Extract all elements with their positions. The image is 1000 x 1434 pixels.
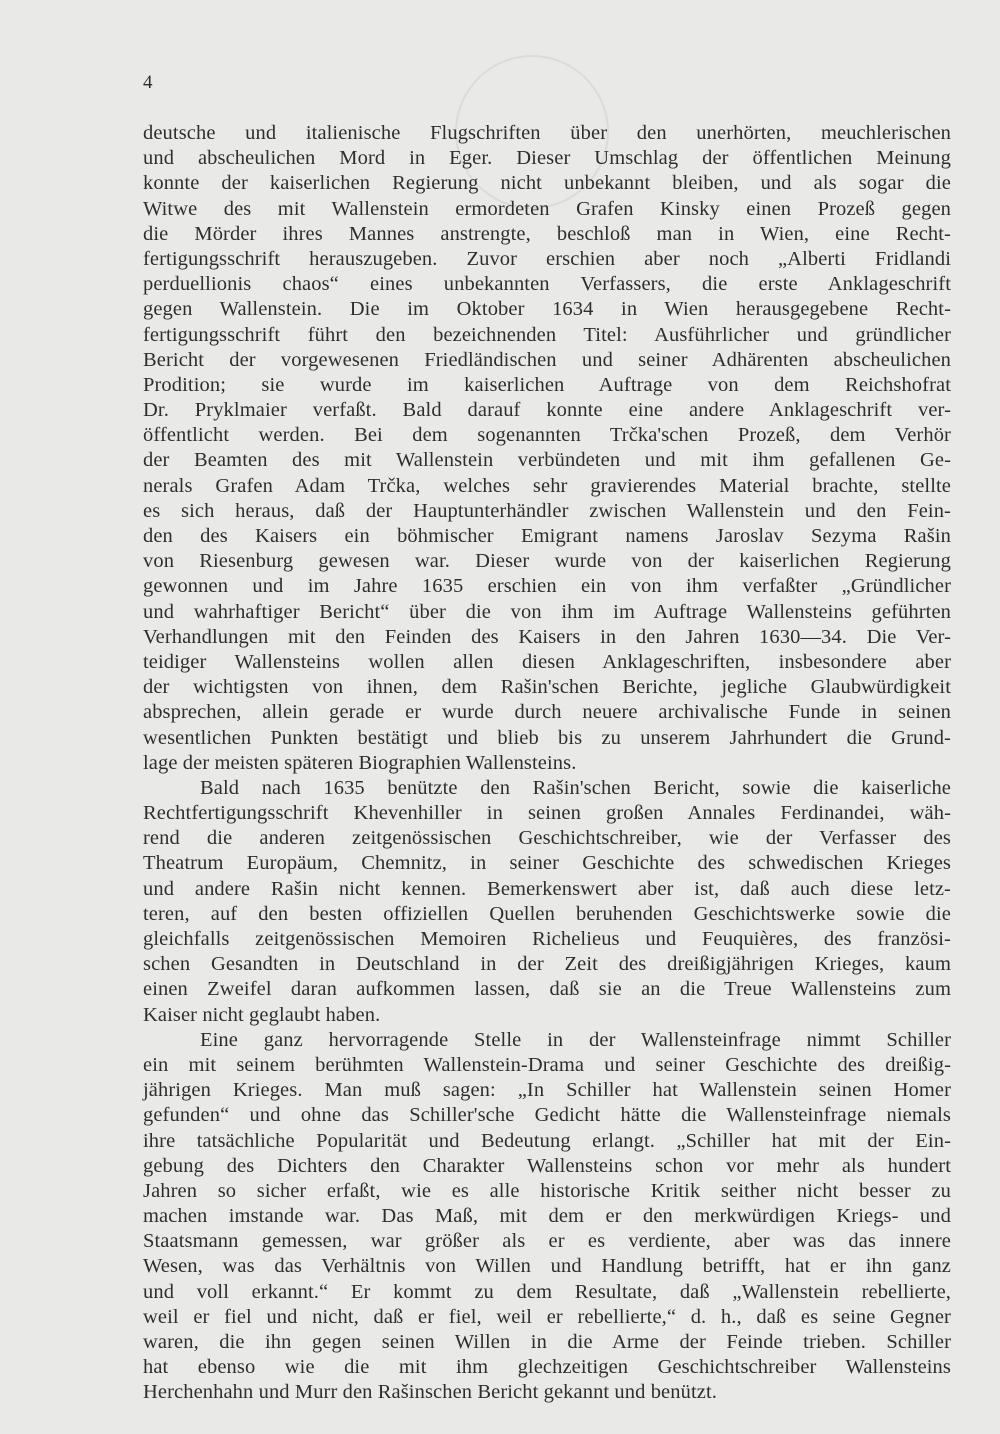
text-line: der Beamten des mit Wallenstein verbündeten und mit ihm gefallenen Ge-: [143, 449, 951, 472]
text-line: machen imstande war. Das Maß, mit dem er den merkwürdigen Kriegs- und: [143, 1205, 951, 1228]
text-line: Eine ganz hervorragende Stelle in der Wallensteinfrage nimmt Schiller: [200, 1028, 951, 1051]
text-line: öffentlicht werden. Bei dem sogenannten Trčka'schen Prozeß, dem Verhör: [143, 424, 951, 447]
text-line: Witwe des mit Wallenstein ermordeten Grafen Kinsky einen Prozeß gegen: [143, 197, 951, 220]
text-line: und andere Rašin nicht kennen. Bemerkenswert aber ist, daß auch diese letz-: [143, 877, 951, 900]
text-line: gegen Wallenstein. Die im Oktober 1634 in Wien herausgegebene Recht-: [143, 298, 951, 321]
text-line: gewonnen und im Jahre 1635 erschien ein von ihm verfaßter „Gründlicher: [143, 575, 951, 598]
text-line: teidiger Wallensteins wollen allen diesen Anklageschriften, insbesondere aber: [143, 650, 951, 673]
text-line: jährigen Krieges. Man muß sagen: „In Schiller hat Wallenstein seinen Homer: [143, 1079, 951, 1102]
text-line: deutsche und italienische Flugschriften über den unerhörten, meuchlerischen: [143, 122, 951, 144]
text-line: gleichfalls zeitgenössischen Memoiren Richelieus und Feuquières, des französi-: [143, 928, 951, 950]
text-line: und voll erkannt.“ Er kommt zu dem Resultate, daß „Wallenstein rebellierte,: [143, 1280, 951, 1303]
text-line: nerals Grafen Adam Trčka, welches sehr gravierendes Material brachte, stellte: [143, 474, 951, 497]
text-line: Herchenhahn und Murr den Rašinschen Bericht gekannt und benützt.: [143, 1381, 717, 1404]
text-line: teren, auf den besten offiziellen Quellen beruhenden Geschichtswerke sowie die: [143, 902, 951, 925]
text-line: den des Kaisers ein böhmischer Emigrant namens Jaroslav Sezyma Rašin: [143, 525, 951, 547]
text-line: Theatrum Europäum, Chemnitz, in seiner Geschichte des schwedischen Krieges: [143, 852, 951, 875]
text-line: Verhandlungen mit den Feinden des Kaisers in den Jahren 1630—34. Die Ver-: [143, 625, 951, 648]
text-line: perduellionis chaos“ eines unbekannten Verfassers, die erste Anklageschrift: [143, 273, 951, 296]
paragraph: [143, 121, 951, 776]
paragraph: [143, 776, 951, 1028]
text-line: Staatsmann gemessen, war größer als er es verdiente, aber was das innere: [143, 1230, 951, 1253]
text-line: die Mörder ihres Mannes anstrengte, beschloß man in Wien, eine Recht-: [143, 222, 951, 245]
text-line: fertigungsschrift herauszugeben. Zuvor erschien aber noch „Alberti Fridlandi: [143, 247, 951, 270]
text-line: und abscheulichen Mord in Eger. Dieser Umschlag der öffentlichen Meinung: [143, 147, 951, 170]
text-line: wesentlichen Punkten bestätigt und blieb bis zu unserem Jahrhundert die Grund-: [143, 726, 951, 749]
text-line: Rechtfertigungsschrift Khevenhiller in seinen großen Annales Ferdinandei, wäh-: [143, 802, 951, 825]
text-line: Bald nach 1635 benützte den Rašin'schen Bericht, sowie die kaiserliche: [200, 776, 951, 799]
paragraph: [143, 1028, 951, 1406]
text-line: und wahrhaftiger Bericht“ über die von ihm im Auftrage Wallensteins geführten: [143, 600, 951, 623]
text-line: Prodition; sie wurde im kaiserlichen Auftrage von dem Reichshofrat: [143, 373, 951, 396]
text-line: waren, die ihn gegen seinen Willen in die Arme der Feinde trieben. Schiller: [143, 1331, 951, 1353]
text-line: es sich heraus, daß der Hauptunterhändler zwischen Wallenstein und den Fein-: [143, 499, 951, 522]
page-number: 4: [143, 72, 153, 93]
body-text: [143, 121, 951, 1406]
text-line: weil er fiel und nicht, daß er fiel, weil er rebellierte,“ d. h., daß es seine Gegner: [143, 1305, 951, 1328]
text-line: lage der meisten späteren Biographien Wallensteins.: [143, 751, 577, 774]
text-line: einen Zweifel daran aufkommen lassen, daß sie an die Treue Wallensteins zum: [143, 978, 951, 1001]
text-line: hat ebenso wie die mit ihm glechzeitigen Geschichtschreiber Wallensteins: [143, 1356, 951, 1379]
text-line: fertigungsschrift führt den bezeichnenden Titel: Ausführlicher und gründlicher: [143, 323, 951, 346]
text-line: schen Gesandten in Deutschland in der Zeit des dreißigjährigen Krieges, kaum: [143, 953, 951, 976]
text-line: rend die anderen zeitgenössischen Geschichtschreiber, wie der Verfasser des: [143, 827, 951, 850]
text-line: Wesen, was das Verhältnis von Willen und Handlung betrifft, hat er ihn ganz: [143, 1255, 951, 1278]
text-line: Jahren so sicher erfaßt, wie es alle historische Kritik seither nicht besser zu: [143, 1179, 951, 1202]
text-line: ihre tatsächliche Popularität und Bedeutung erlangt. „Schiller hat mit der Ein-: [143, 1129, 951, 1152]
text-line: ein mit seinem berühmten Wallenstein-Drama und seiner Geschichte des dreißig-: [143, 1053, 951, 1076]
text-line: Dr. Pryklmaier verfaßt. Bald darauf konnte eine andere Anklageschrift ver-: [143, 399, 951, 422]
text-line: der wichtigsten von ihnen, dem Rašin'schen Berichte, jegliche Glaubwürdigkeit: [143, 676, 951, 699]
text-line: von Riesenburg gewesen war. Dieser wurde von der kaiserlichen Regierung: [143, 550, 951, 573]
text-line: konnte der kaiserlichen Regierung nicht unbekannt bleiben, und als sogar die: [143, 172, 951, 195]
text-line: Bericht der vorgewesenen Friedländischen und seiner Adhärenten abscheulichen: [143, 348, 951, 371]
text-line: Kaiser nicht geglaubt haben.: [143, 1003, 381, 1026]
text-line: gefunden“ und ohne das Schiller'sche Gedicht hätte die Wallensteinfrage niemals: [143, 1104, 951, 1127]
text-line: gebung des Dichters den Charakter Wallensteins schon vor mehr als hundert: [143, 1154, 951, 1177]
text-line: absprechen, allein gerade er wurde durch neuere archivalische Funde in seinen: [143, 701, 951, 724]
